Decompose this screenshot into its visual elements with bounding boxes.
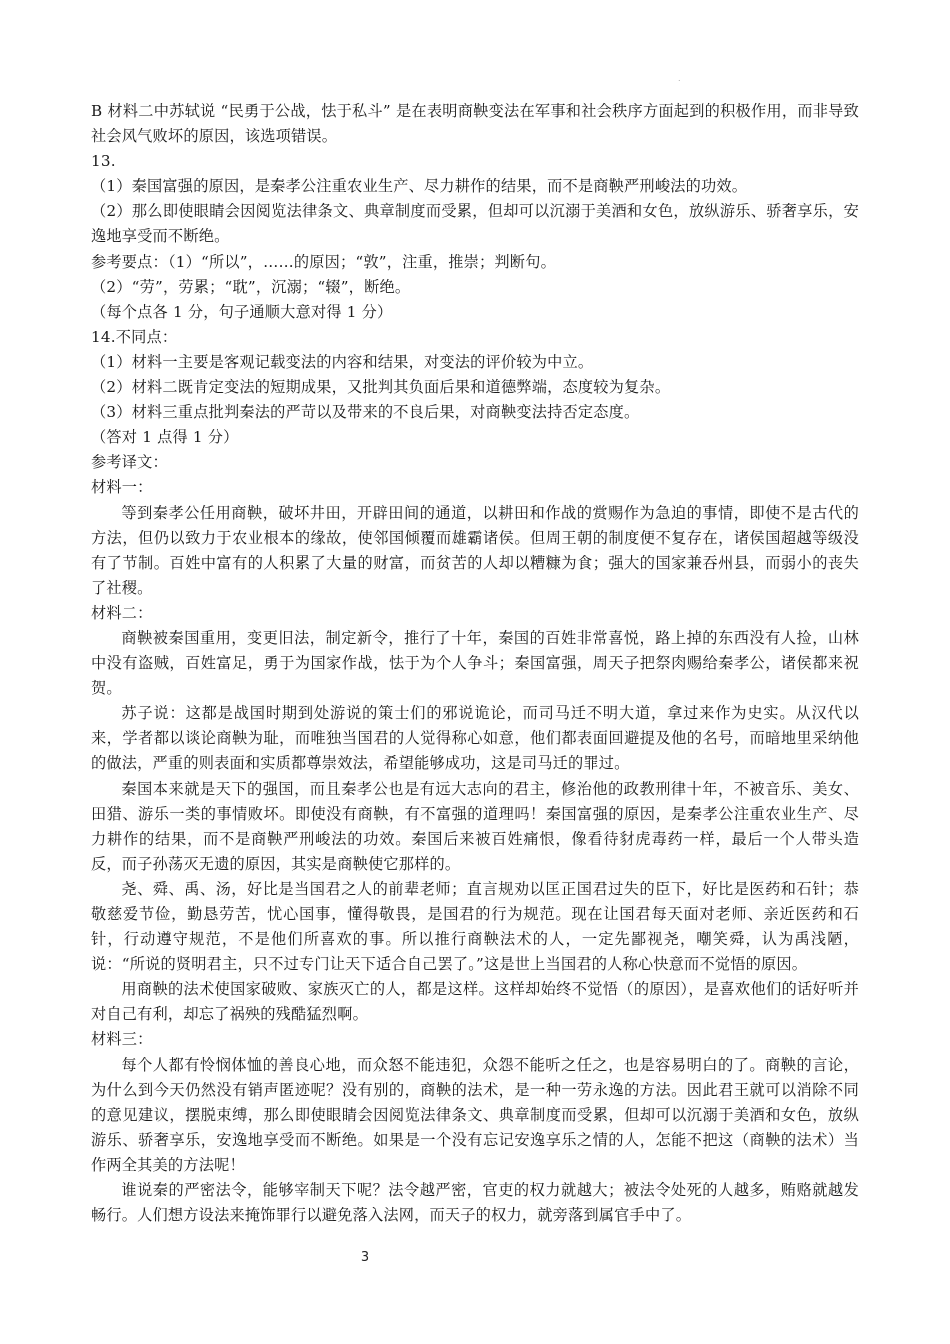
material-two-paragraph: 苏子说：这都是战国时期到处游说的策士们的邪说诡论，而司马迁不明大道，拿过来作为史实。从汉代以来，学者都以谈论商鞅为耻，而唯独当国君的人觉得称心如意，他们都表面回避提及他的名号，而暗地里采纳他的做法，严重的则表面和实质都尊崇效法，希望能够成功，这是司马迁的罪过。 xyxy=(91,704,859,773)
material-two-paragraph: 商鞅被秦国重用，变更旧法，制定新令，推行了十年，秦国的百姓非常喜悦，路上掉的东西没有人捡，山林中没有盗贼，百姓富足，勇于为国家作战，怯于为个人争斗；秦国富强，周天子把祭肉赐给秦孝公，诸侯都来祝贺。 xyxy=(91,628,859,698)
material-three-paragraph: 每个人都有怜悯体恤的善良心地，而众怒不能违犯，众怨不能听之任之，也是容易明白的了。商鞅的言论，为什么到今天仍然没有销声匿迹呢？没有别的，商鞅的法术，是一种一劳永逸的方法。因此君王就可以消除不同的意见建议，摆脱束缚，那么即使眼睛会因阅览法律条文、典章制度而受累，但却可以沉溺于美酒和女色，放纵游乐、骄奢享乐，安逸地享受而不断绝。如果是一个没有忘记安逸享乐之情的人，怎能不把这（商鞅的法术）当作两全其美的方法呢！ xyxy=(91,1055,859,1174)
scoring-note: （每个点各 1 分，句子通顺大意对得 1 分） xyxy=(91,302,393,321)
text-line: （3）材料三重点批判秦法的严苛以及带来的不良后果，对商鞅变法持否定态度。 xyxy=(91,403,640,422)
text-line: B 材料二中苏轼说 “民勇于公战，怯于私斗” 是在表明商鞅变法在军事和社会秩序方面起到的积极作用，而非导致社会风气败坏的原因，该选项错误。 xyxy=(91,102,859,146)
translation-heading: 参考译文： xyxy=(91,453,168,472)
material-two-paragraph: 秦国本来就是天下的强国，而且秦孝公也是有远大志向的君主，修治他的政教刑律十年，不被音乐、美女、田猎、游乐一类的事情败坏。即使没有商鞅，有不富强的道理吗！秦国富强的原因，是秦孝公注重农业生产、尽力耕作的结果，而不是商鞅严刑峻法的功效。秦国后来被百姓痛恨，像看待豺虎毒药一样，最后一个人带头造反，而子孙荡灭无遗的原因，其实是商鞅使它那样的。 xyxy=(91,779,859,873)
material-one-heading: 材料一： xyxy=(91,478,153,497)
material-two-paragraph: 尧、舜、禹、汤，好比是当国君之人的前辈老师；直言规劝以匡正国君过失的臣下，好比是医药和石针；恭敬慈爱节俭，勤恳劳苦，忧心国事，懂得敬畏，是国君的行为规范。现在让国君每天面对老师、亲近医药和石针，行动遵守规范，不是他们所喜欢的事。所以推行商鞅法术的人，一定先鄙视尧，嘲笑舜，认为禹浅陋，说：“所说的贤明君主，只不过专门让天下适合自己罢了。”这是世上当国君的人称心快意而不觉悟的原因。 xyxy=(91,879,859,974)
material-two-heading: 材料二： xyxy=(91,603,153,622)
text-line: （1）材料一主要是客观记载变法的内容和结果，对变法的评价较为中立。 xyxy=(91,352,594,371)
document-body xyxy=(91,99,859,1228)
material-one-paragraph: 等到秦孝公任用商鞅，破坏井田，开辟田间的通道，以耕田和作战的赏赐作为急迫的事情，即使不是古代的方法，但仍以致力于农业根本的缘故，使邻国倾覆而雄霸诸侯。但周王朝的制度便不复存在，诸侯国超越等级没有了节制。百姓中富有的人积累了大量的财富，而贫苦的人却以糟糠为食；强大的国家兼吞州县，而弱小的丧失了社稷。 xyxy=(91,503,859,597)
material-two-paragraph: 用商鞅的法术使国家破败、家族灭亡的人，都是这样。这样却始终不觉悟（的原因），是喜欢他们的话好听并对自己有利，却忘了祸殃的残酷猛烈啊。 xyxy=(91,980,859,1024)
question-number-13: 13. xyxy=(91,152,116,171)
text-line: （2）那么即使眼睛会因阅览法律条文、典章制度而受累，但却可以沉溺于美酒和女色，放纵游乐、骄奢享乐，安逸地享受而不断绝。 xyxy=(91,202,859,246)
text-line: （2）材料二既肯定变法的短期成果，又批判其负面后果和道德弊端，态度较为复杂。 xyxy=(91,378,671,397)
text-line: 参考要点：（1）“所以”，……的原因；“敦”，注重，推崇；判断句。 xyxy=(91,252,556,271)
question-number-14: 14.不同点： xyxy=(91,327,178,346)
page-number xyxy=(0,1250,950,1265)
material-three-paragraph: 谁说秦的严密法令，能够宰制天下呢？法令越严密，官吏的权力就越大；被法令处死的人越多，贿赂就越发畅行。人们想方设法来掩饰罪行以避免落入法网，而天子的权力，就旁落到属官手中了。 xyxy=(91,1181,859,1225)
material-three-heading: 材料三： xyxy=(91,1030,153,1049)
page-number-text: 3 xyxy=(360,1250,370,1265)
text-line: （2）“劳”，劳累；“耽”，沉溺；“辍”，断绝。 xyxy=(91,277,411,296)
text-line: （1）秦国富强的原因，是秦孝公注重农业生产、尽力耕作的结果，而不是商鞅严刑峻法的功效。 xyxy=(91,177,748,196)
scan-dot-mark: . xyxy=(678,74,681,83)
scoring-note: （答对 1 点得 1 分） xyxy=(91,428,239,447)
